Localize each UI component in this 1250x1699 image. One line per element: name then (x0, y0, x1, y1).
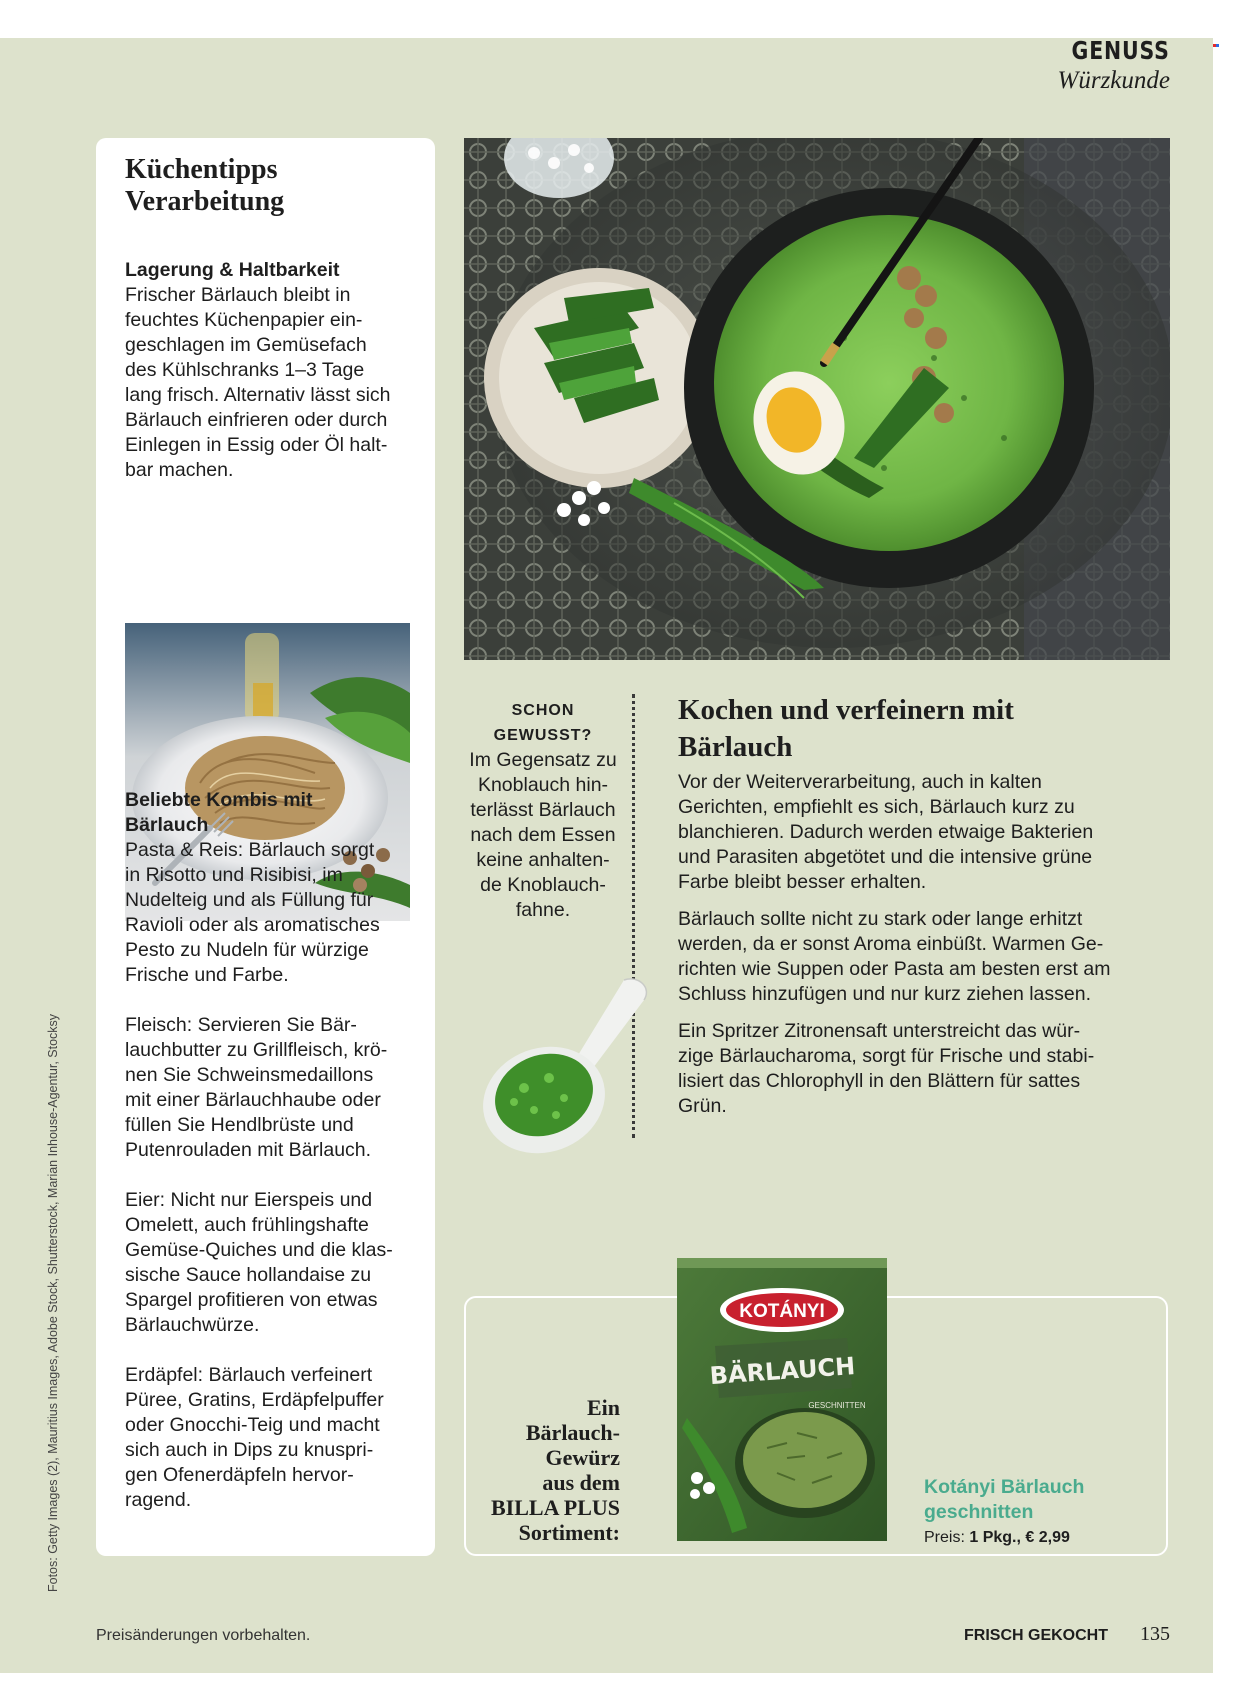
price-label: Preis: (924, 1529, 965, 1546)
product-lead-line: Gewürz (545, 1445, 620, 1470)
product-price (924, 1529, 1070, 1547)
did-you-know-line: de Knoblauch- (480, 874, 606, 896)
article-title-line: Kochen und verfeinern mit (678, 694, 1014, 726)
combo-potatoes (125, 1363, 425, 1513)
did-you-know-line: terlässt Bärlauch (470, 799, 616, 821)
article-title-line: Bärlauch (678, 731, 793, 763)
storage-heading: Lagerung & Haltbarkeit (125, 259, 340, 281)
section-title: GENUSS (1071, 36, 1170, 65)
article-line: Ein Spritzer Zitronensaft unterstreicht das wür- (678, 1020, 1081, 1042)
combo-line: gen Ofenerdäpfeln hervor- (125, 1464, 354, 1486)
combo-line: Eier: Nicht nur Eierspeis und (125, 1189, 373, 1211)
pack-label: BÄRLAUCH (708, 1351, 857, 1391)
storage-line: geschlagen im Gemüsefach (125, 334, 367, 356)
article-line: Vor der Weiterverarbeitung, auch in kalten (678, 771, 1042, 793)
combo-line: Pesto zu Nudeln für würzige (125, 939, 369, 961)
combo-line: Putenrouladen mit Bärlauch. (125, 1139, 372, 1161)
combos-heading-line: Beliebte Kombis mit (125, 789, 313, 811)
combo-line: Erdäpfel: Bärlauch verfeinert (125, 1364, 373, 1386)
combo-pasta (125, 838, 425, 988)
storage-line: des Kühlschranks 1–3 Tage (125, 359, 365, 381)
storage-line: Einlegen in Essig oder Öl halt- (125, 434, 388, 456)
pack-small-label: GESCHNITTEN (808, 1401, 866, 1410)
did-you-know-kicker: SCHON (511, 702, 575, 719)
combo-line: in Risotto und Risibisi, im (125, 864, 343, 886)
did-you-know-kicker: GEWUSST? (493, 727, 593, 744)
combo-line: Gemüse-Quiches und die klas- (125, 1239, 393, 1261)
article-line: und Parasiten abgetötet und die intensive grüne (678, 846, 1093, 868)
article-line: Grün. (678, 1095, 727, 1117)
combos-heading-line: Bärlauch (125, 814, 209, 836)
wild-garlic-soup-illustration (464, 138, 1170, 660)
combos-section (125, 788, 425, 1513)
product-lead-line: BILLA PLUS (491, 1495, 620, 1520)
did-you-know-line: fahne. (515, 899, 571, 921)
combo-line: nen Sie Schweinsmedaillons (125, 1064, 374, 1086)
article-line: Schluss hinzufügen und nur kurz ziehen lassen. (678, 983, 1092, 1005)
photo-credits: Fotos: Getty Images (2), Mauritius Images, Adobe Stock, Shutterstock, Marian Inhouse-Agentur, Stocksy (46, 1013, 60, 1592)
combo-line: mit einer Bärlauchhaube oder (125, 1089, 381, 1111)
combo-line: Frische und Farbe. (125, 964, 289, 986)
article-line: lisiert das Chlorophyll in den Blättern für sattes (678, 1070, 1081, 1092)
spice-pack-illustration (677, 1258, 887, 1541)
storage-line: bar machen. (125, 459, 234, 481)
article-line: blanchieren. Dadurch werden etwaige Bakterien (678, 821, 1094, 843)
combo-line: ragend. (125, 1489, 192, 1511)
product-pack-image (677, 1258, 887, 1541)
did-you-know-line: Knoblauch hin- (477, 774, 609, 796)
article-line: zige Bärlaucharoma, sorgt für Frische und stabi- (678, 1045, 1095, 1067)
product-lead-line: Bärlauch- (525, 1420, 620, 1445)
kitchen-tips-card (96, 138, 435, 1556)
article-line: Farbe bleibt besser erhalten. (678, 871, 927, 893)
card-title-line: Verarbeitung (125, 186, 285, 217)
combo-line: sische Sauce hollandaise zu (125, 1264, 372, 1286)
product-lead-line: aus dem (542, 1470, 620, 1495)
product-lead (478, 1395, 620, 1545)
article-paragraph (678, 1019, 1168, 1119)
print-registration-mark (1213, 34, 1219, 40)
storage-line: feuchtes Küchenpapier ein- (125, 309, 363, 331)
storage-line: Bärlauch einfrieren oder durch (125, 409, 388, 431)
did-you-know-line: nach dem Essen (470, 824, 616, 846)
card-title (125, 154, 415, 218)
combo-meat (125, 1013, 425, 1163)
article-paragraph (678, 907, 1168, 1007)
did-you-know-line: Im Gegensatz zu (469, 749, 617, 771)
page-number: 135 (1140, 1623, 1170, 1645)
combo-line: Spargel profitieren von etwas (125, 1289, 378, 1311)
combo-line: füllen Sie Hendlbrüste und (125, 1114, 354, 1136)
footer-note: Preisänderungen vorbehalten. (96, 1627, 311, 1644)
pack-brand: KOTÁNYI (739, 1301, 825, 1322)
did-you-know-box (463, 698, 623, 923)
article-line: werden, da er sonst Aroma einbüßt. Warmen Ge- (678, 933, 1104, 955)
did-you-know-line: keine anhalten- (476, 849, 610, 871)
combo-line: Omelett, auch frühlingshafte (125, 1214, 369, 1236)
storage-section (125, 258, 425, 483)
article-paragraph (678, 770, 1168, 895)
combo-line: lauchbutter zu Grillfleisch, krö- (125, 1039, 388, 1061)
combo-eggs (125, 1188, 425, 1338)
section-subtitle: Würzkunde (1057, 67, 1170, 94)
combo-line: Bärlauchwürze. (125, 1314, 260, 1336)
section-header (1050, 36, 1170, 95)
product-name-line: Kotányi Bärlauch (924, 1476, 1085, 1498)
price-value: 1 Pkg., € 2,99 (969, 1529, 1070, 1546)
combo-line: Püree, Gratins, Erdäpfelpuffer (125, 1389, 384, 1411)
pesto-spoon-photo (474, 970, 674, 1155)
pesto-spoon-illustration (474, 970, 674, 1155)
storage-line: lang frisch. Alternativ lässt sich (125, 384, 391, 406)
combo-line: sich auch in Dips zu knuspri- (125, 1439, 374, 1461)
combo-line: Nudelteig und als Füllung für (125, 889, 374, 911)
combo-line: Pasta & Reis: Bärlauch sorgt (125, 839, 375, 861)
article-line: richten wie Suppen oder Pasta am besten erst am (678, 958, 1111, 980)
product-name (924, 1475, 1084, 1525)
article-line: Bärlauch sollte nicht zu stark oder lange erhitzt (678, 908, 1083, 930)
product-lead-line: Ein (586, 1395, 620, 1420)
product-name-line: geschnitten (924, 1501, 1034, 1523)
soup-hero-photo (464, 138, 1170, 660)
combo-line: Fleisch: Servieren Sie Bär- (125, 1014, 357, 1036)
footer-magazine-name: FRISCH GEKOCHT (964, 1627, 1108, 1644)
storage-line: Frischer Bärlauch bleibt in (125, 284, 351, 306)
product-lead-line: Sortiment: (518, 1520, 620, 1545)
combo-line: Ravioli oder als aromatisches (125, 914, 380, 936)
combo-line: oder Gnocchi-Teig und macht (125, 1414, 380, 1436)
article-title (678, 692, 1158, 766)
card-title-line: Küchentipps (125, 154, 278, 185)
article-line: Gerichten, empfiehlt es sich, Bärlauch kurz zu (678, 796, 1075, 818)
